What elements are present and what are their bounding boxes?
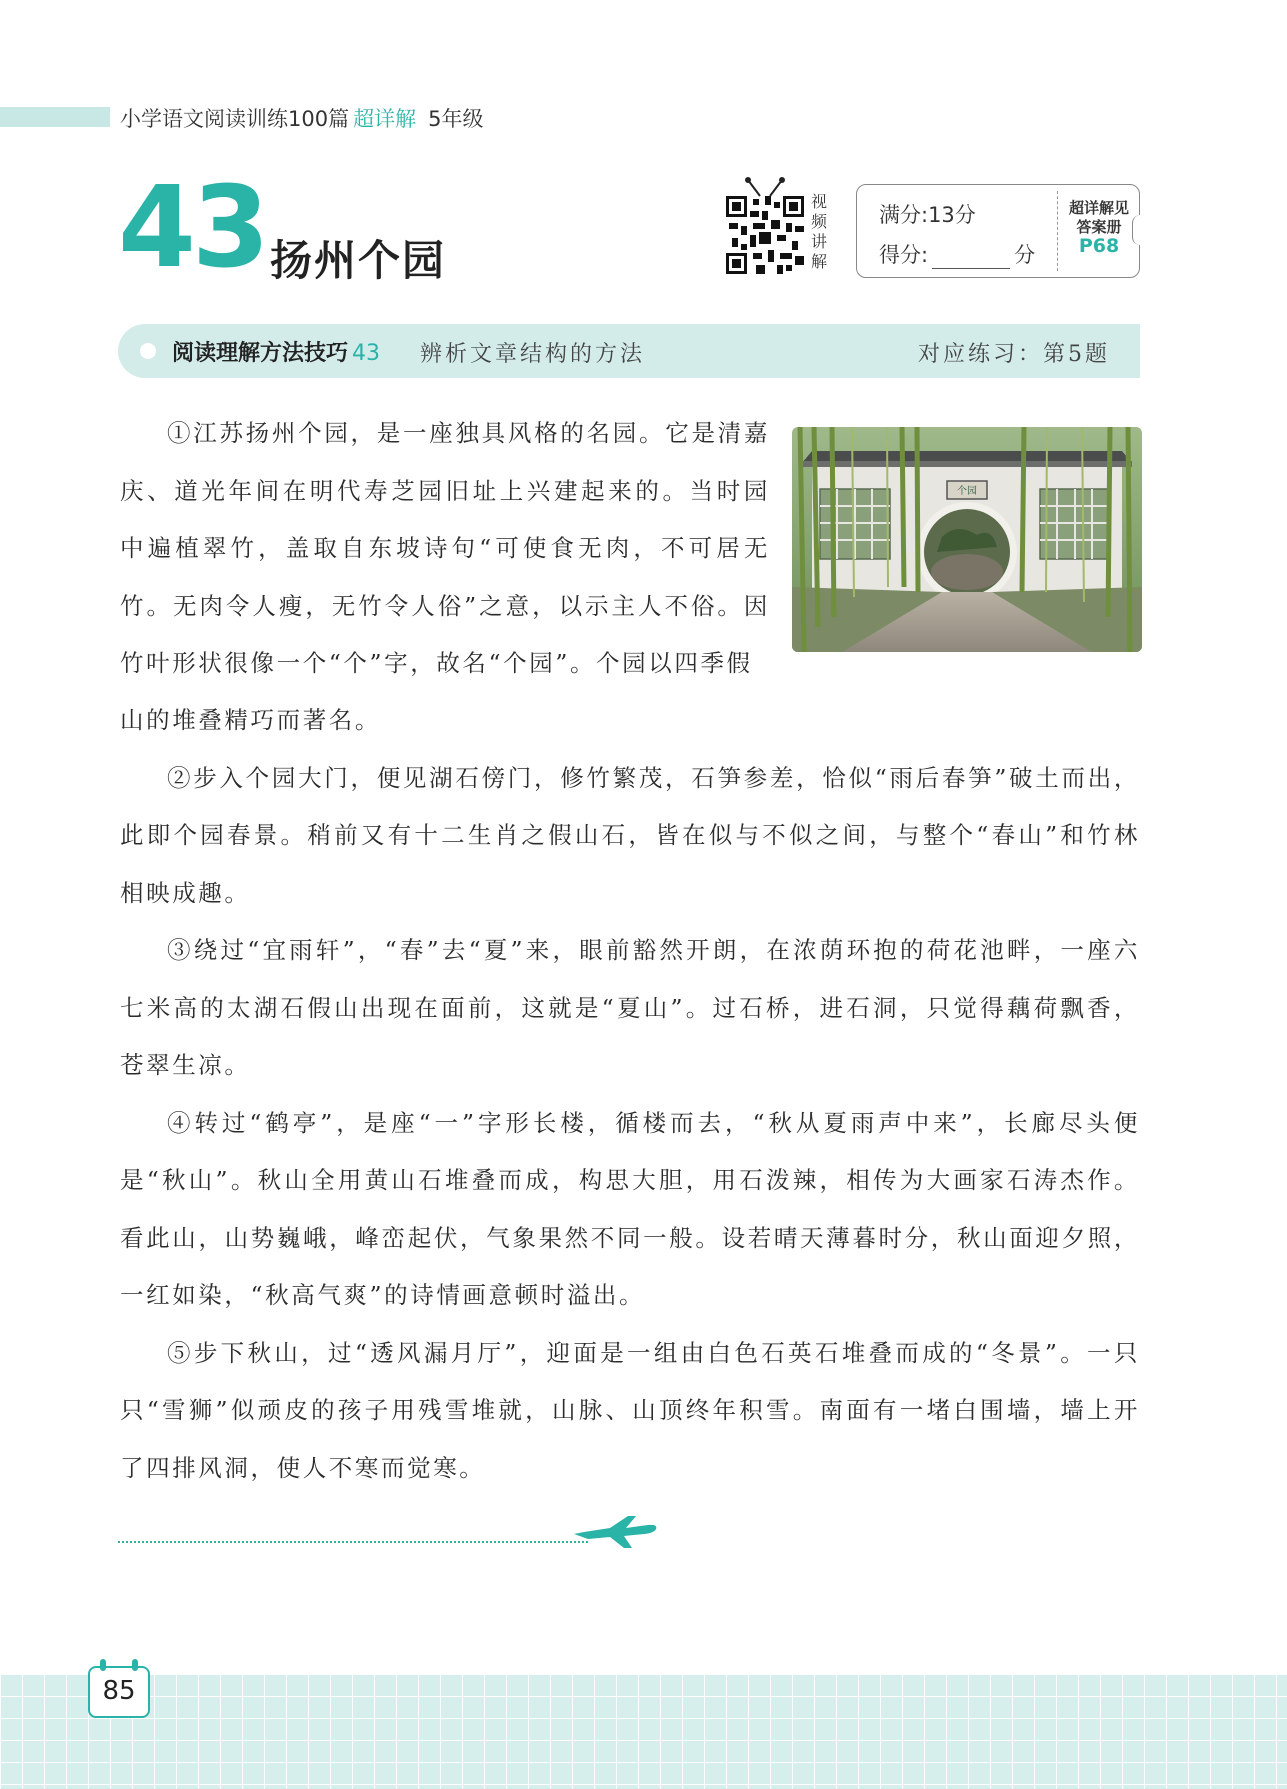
book-header — [120, 103, 483, 133]
paragraph-1-rest: 山的堆叠精巧而著名。 — [120, 706, 381, 734]
method-label-text: 阅读理解方法技巧 — [172, 341, 349, 366]
answer-page: P68 — [1078, 235, 1120, 257]
paragraph-4: ④转过“鹤亭”，是座“一”字形长楼，循楼而去，“秋从夏雨声中来”，长廊尽头便是“秋山”。秋山全用黄山石堆叠而成，构思大胆，用石泼辣，相传为大画家石涛杰作。看此山，山势巍峨，峰峦起伏，气象果然不同一般。设若晴天薄暮时分，秋山面迎夕照，一红如染，“秋高气爽”的诗情画意顿时溢出。 — [120, 1108, 1140, 1309]
bullet-dot — [140, 343, 156, 359]
garden-photo — [792, 427, 1142, 652]
score-label: 得分: — [879, 243, 929, 267]
score-divider — [1057, 191, 1058, 271]
plaque-text: 个园 — [957, 486, 977, 497]
paragraph-1-wrapped: ①江苏扬州个园，是一座独具风格的名园。它是清嘉庆、道光年间在明代寿芝园旧址上兴建起来的。当时园中遍植翠竹，盖取自东坡诗句“可使食无肉，不可居无竹。无肉令人瘦，无竹令人俗”之意，以示主人不俗。因竹叶形状很像一个“个”字，故名“个园”。个园以四季假 — [120, 419, 770, 677]
lesson-title: 扬州个园 — [270, 236, 447, 285]
page-number-box — [88, 1666, 150, 1718]
answer-line: 答案册 — [1076, 218, 1122, 236]
calendar-ring-icon — [100, 1659, 106, 1671]
method-number: 43 — [352, 341, 381, 366]
paragraph-1 — [120, 405, 770, 693]
book-edition: 超详解 — [353, 107, 417, 131]
qr-label-char: 频 — [810, 212, 827, 231]
book-series: 小学语文阅读训练100篇 — [120, 107, 350, 131]
calendar-ring-icon — [132, 1659, 138, 1671]
score-box-notch — [1132, 215, 1147, 245]
score-field[interactable] — [879, 239, 1035, 269]
footer-grid — [0, 1674, 1287, 1789]
qr-antenna-icon — [738, 176, 792, 198]
qr-video-label — [808, 192, 830, 272]
score-blank[interactable] — [932, 250, 1010, 269]
qr-label-char: 解 — [810, 252, 827, 271]
paragraph-continued — [120, 692, 1140, 1497]
paragraph-5: ⑤步下秋山，过“透风漏月厅”，迎面是一组由白色石英石堆叠而成的“冬景”。一只只“雪狮”似顽皮的孩子用残雪堆就，山脉、山顶终年积雪。南面有一堵白围墙，墙上开了四排风洞，使人不寒而觉寒。 — [120, 1338, 1140, 1482]
lesson-number: 43 — [118, 163, 266, 293]
book-grade: 5年级 — [428, 107, 484, 131]
answer-line: 超详解见 — [1068, 199, 1129, 217]
score-unit: 分 — [1014, 243, 1036, 267]
method-topic: 辨析文章结构的方法 — [420, 342, 646, 367]
full-score: 满分:13分 — [879, 203, 976, 227]
answer-reference — [1061, 199, 1137, 256]
qr-label-char: 视 — [810, 192, 827, 211]
paragraph-2: ②步入个园大门，便见湖石傍门，修竹繁茂，石笋参差，恰似“雨后春笋”破土而出，此即个园春景。稍前又有十二生肖之假山石，皆在似与不似之间，与整个“春山”和竹林相映成趣。 — [120, 763, 1140, 907]
page-number: 85 — [102, 1676, 136, 1706]
score-box — [856, 184, 1140, 278]
airplane-icon — [570, 1512, 660, 1552]
qr-label-char: 讲 — [810, 232, 827, 251]
practice-reference: 对应练习：第5题 — [918, 342, 1110, 367]
method-banner — [118, 324, 1140, 378]
paragraph-3: ③绕过“宜雨轩”，“春”去“夏”来，眼前豁然开朗，在浓荫环抱的荷花池畔，一座六七米高的太湖石假山出现在面前，这就是“夏山”。过石桥，进石洞，只觉得藕荷飘香，苍翠生凉。 — [120, 936, 1140, 1079]
dotted-divider — [118, 1541, 588, 1543]
qr-code-icon[interactable] — [726, 196, 804, 274]
method-label — [172, 336, 380, 367]
header-accent-bar — [0, 107, 110, 127]
